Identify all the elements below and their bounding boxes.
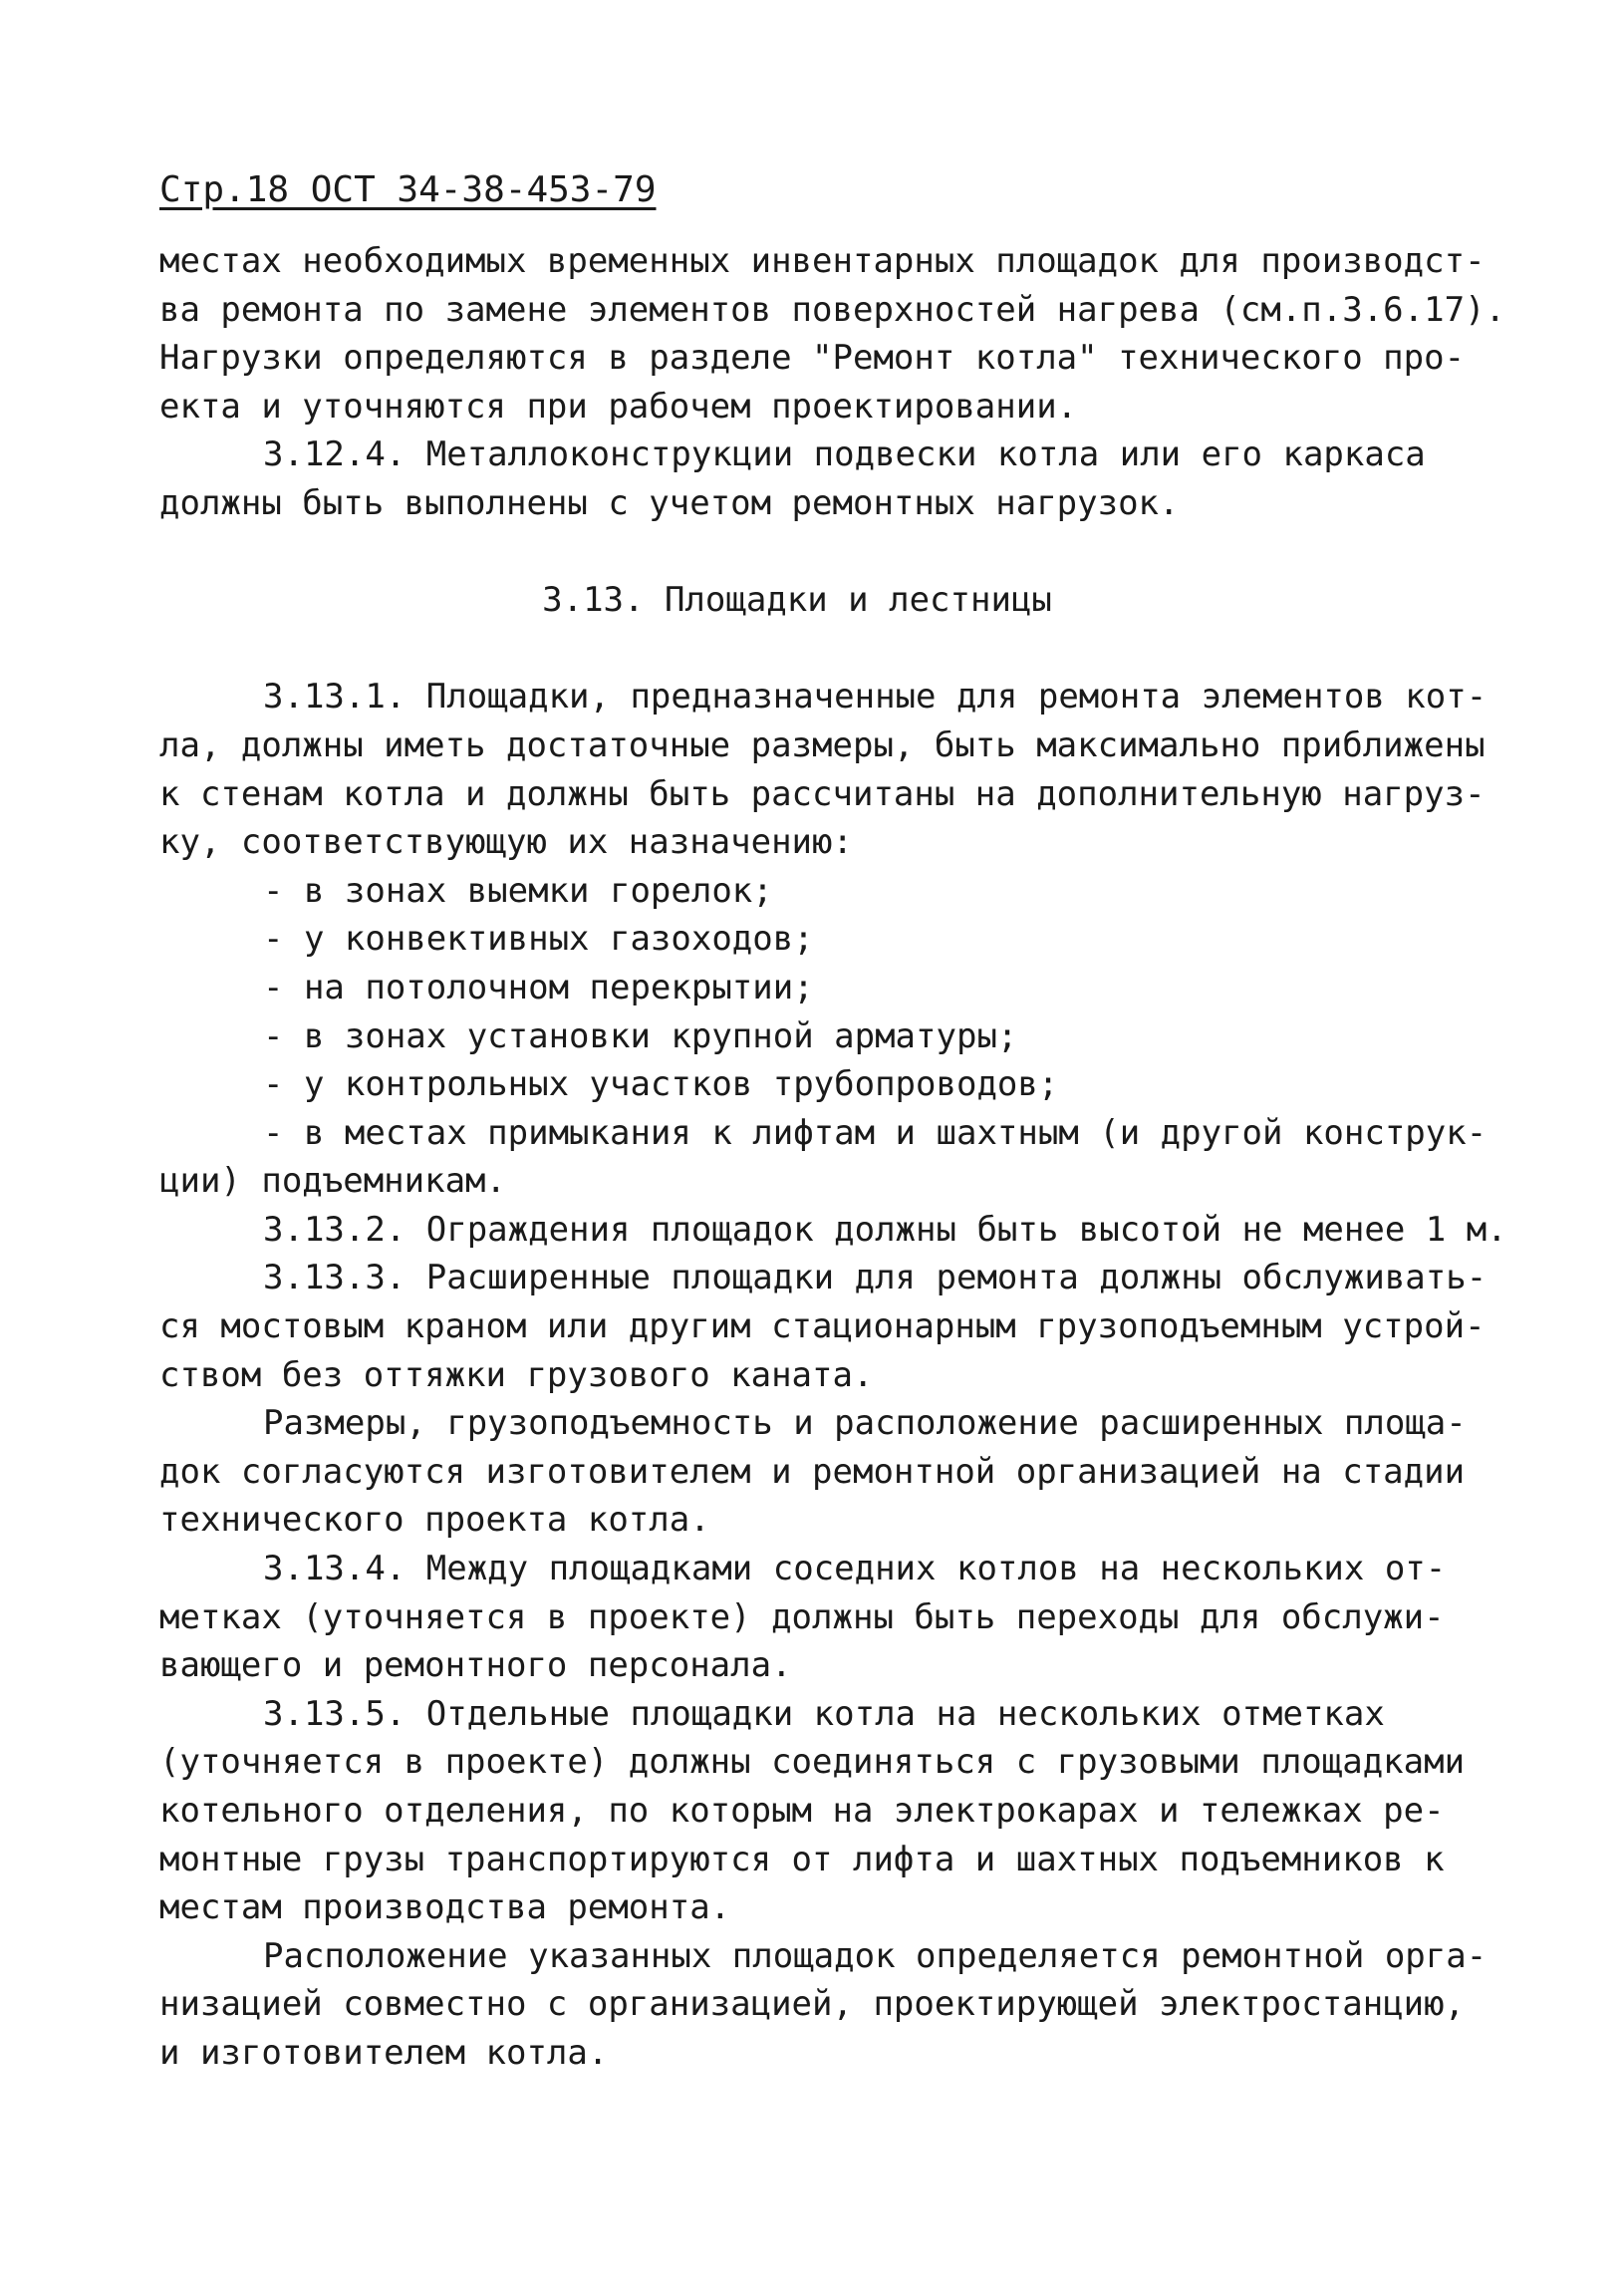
text-line: должны быть выполнены с учетом ремонтных нагрузок. bbox=[159, 482, 1180, 523]
clause-3-13-4: 3.13.4. Между площадками соседних котлов на нескольких от- bbox=[263, 1549, 1447, 1589]
text-line: ся мостовым краном или другим стационарным грузоподъемным устрой- bbox=[159, 1306, 1486, 1347]
text-line: котельного отделения, по которым на электрокарах и тележках ре- bbox=[159, 1791, 1445, 1831]
text-line: ции) подъемникам. bbox=[159, 1161, 506, 1202]
text-line: метках (уточняется в проекте) должны быть переходы для обслужи- bbox=[159, 1596, 1445, 1637]
text-line: местах необходимых временных инвентарных площадок для производст- bbox=[159, 241, 1486, 281]
text-line: ва ремонта по замене элементов поверхностей нагрева (см.п.3.6.17). bbox=[159, 289, 1506, 330]
paragraph-start: Размеры, грузоподъемность и расположение расширенных площа- bbox=[263, 1403, 1467, 1444]
text-line: вающего и ремонтного персонала. bbox=[159, 1645, 792, 1686]
clause-3-13-3: 3.13.3. Расширенные площадки для ремонта должны обслуживать- bbox=[263, 1258, 1488, 1298]
document-body bbox=[159, 237, 1507, 2078]
text-line: ла, должны иметь достаточные размеры, быть максимально приближены bbox=[159, 724, 1486, 765]
text-line: технического проекта котла. bbox=[159, 1500, 710, 1541]
text-line: док согласуются изготовителем и ремонтной организацией на стадии bbox=[159, 1451, 1466, 1492]
list-item: - у контрольных участков трубопроводов; bbox=[263, 1064, 1059, 1105]
list-item: - в местах примыкания к лифтам и шахтным (и другой конструк- bbox=[263, 1112, 1488, 1153]
list-item: - в зонах установки крупной арматуры; bbox=[263, 1015, 1018, 1056]
clause-3-13-2: 3.13.2. Ограждения площадок должны быть высотой не менее 1 м. bbox=[263, 1209, 1507, 1250]
text-line: екта и уточняются при рабочем проектировании. bbox=[159, 386, 1078, 427]
text-line: ку, соответствующую их назначению: bbox=[159, 822, 853, 863]
list-item: - на потолочном перекрытии; bbox=[263, 967, 814, 1007]
text-line: и изготовителем котла. bbox=[159, 2032, 609, 2073]
clause-3-13-1: 3.13.1. Площадки, предназначенные для ремонта элементов кот- bbox=[263, 677, 1488, 718]
clause-3-12-4: 3.12.4. Металлоконструкции подвески котла или его каркаса bbox=[263, 434, 1426, 475]
text-line: монтные грузы транспортируются от лифта и шахтных подъемников к bbox=[159, 1839, 1445, 1879]
text-line: к стенам котла и должны быть рассчитаны на дополнительную нагруз- bbox=[159, 773, 1486, 814]
text-line: Нагрузки определяются в разделе "Ремонт котла" технического про- bbox=[159, 338, 1466, 379]
text-line: местам производства ремонта. bbox=[159, 1887, 731, 1928]
list-item: - у конвективных газоходов; bbox=[263, 919, 814, 960]
spacer bbox=[159, 528, 1494, 577]
clause-3-13-5: 3.13.5. Отдельные площадки котла на нескольких отметках bbox=[263, 1693, 1385, 1734]
text-line: ством без оттяжки грузового каната. bbox=[159, 1354, 874, 1395]
page-header: Стр.18 ОСТ 34-38-453-79 bbox=[159, 169, 657, 210]
section-heading: 3.13. Площадки и лестницы bbox=[542, 580, 1052, 621]
spacer bbox=[159, 625, 1494, 674]
text-line: низацией совместно с организацией, проектирующей электростанцию, bbox=[159, 1984, 1466, 2025]
text-line: (уточняется в проекте) должны соединяться с грузовыми площадками bbox=[159, 1742, 1466, 1783]
paragraph-start: Расположение указанных площадок определяется ремонтной орга- bbox=[263, 1935, 1488, 1976]
list-item: - в зонах выемки горелок; bbox=[263, 870, 773, 911]
